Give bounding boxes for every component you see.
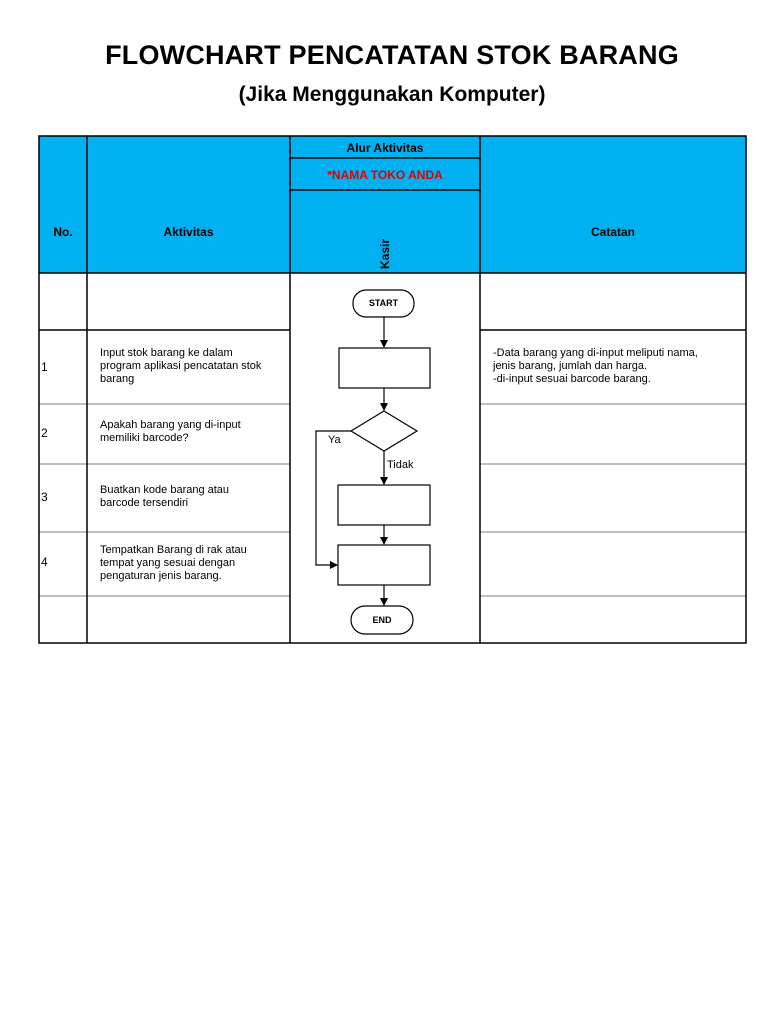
- header-toko: *NAMA TOKO ANDA: [327, 168, 443, 182]
- header-alur-aktivitas: Alur Aktivitas: [346, 141, 424, 155]
- activity-4: Tempatkan Barang di rak atau tempat yang sesuai dengan pengaturan jenis barang.: [100, 544, 247, 582]
- header-aktivitas: Aktivitas: [163, 225, 214, 239]
- page-title: FLOWCHART PENCATATAN STOK BARANG: [105, 40, 679, 70]
- header-catatan: Catatan: [590, 225, 635, 239]
- header-no: No.: [53, 225, 73, 239]
- row-number-4: 4: [41, 555, 48, 569]
- start-label: START: [368, 298, 399, 308]
- no-label: Tidak: [387, 459, 414, 471]
- process-input-box: [339, 348, 430, 388]
- row-number-1: 1: [41, 360, 48, 374]
- activity-2: Apakah barang yang di-input memiliki barcode?: [100, 419, 241, 444]
- activity-3: Buatkan kode barang atau barcode tersendiri: [100, 484, 230, 509]
- row-number-3: 3: [41, 490, 48, 504]
- page-subtitle: (Jika Menggunakan Komputer): [238, 83, 546, 106]
- header-kasir: Kasir: [378, 238, 392, 270]
- process-place-item-box: [338, 545, 430, 585]
- activity-1: Input stok barang ke dalam program aplikasi pencatatan stok barang: [100, 347, 262, 385]
- decision-barcode: [351, 411, 417, 451]
- process-create-code-box: [338, 485, 430, 525]
- row-number-2: 2: [41, 426, 48, 440]
- note-1: -Data barang yang di-input meliputi nama, jenis barang, jumlah dan harga. -di-input sesuai barcode barang.: [493, 347, 698, 385]
- yes-label: Ya: [328, 434, 341, 446]
- end-label: END: [372, 615, 392, 625]
